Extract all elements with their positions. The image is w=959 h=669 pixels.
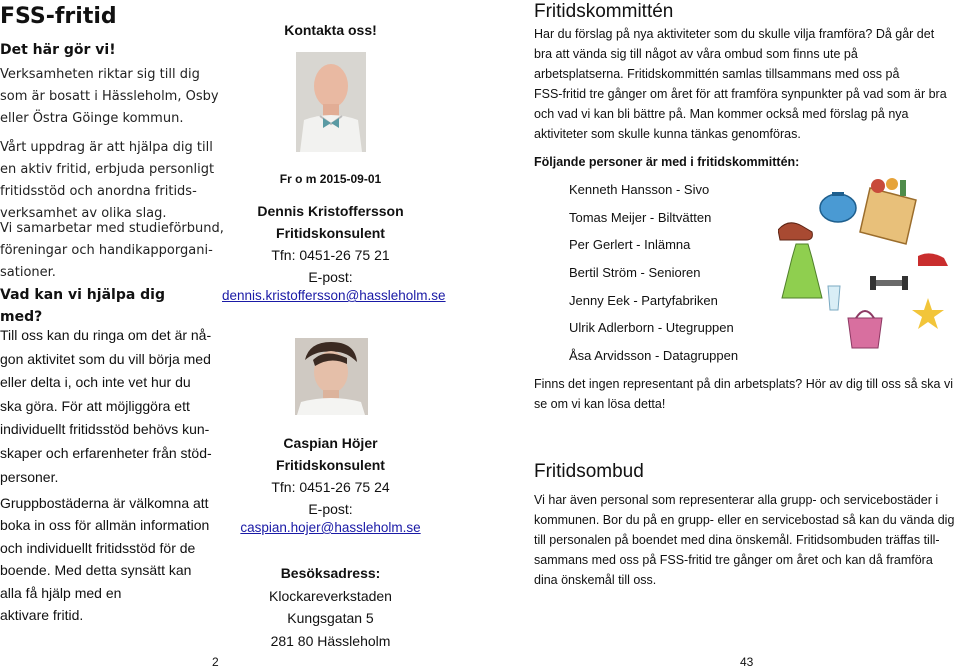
person2-role: Fritidskonsulent [276,457,385,473]
list-item: Per Gerlert - Inlämna [569,237,691,253]
person1-phone: Tfn: 0451-26 75 21 [271,247,390,263]
representant-paragraph: Finns det ingen representant på din arbetsplats? Hör av dig till oss så ska vi se om vi kan lösa detta! [534,377,953,411]
person1-contact [222,200,439,288]
person1-email-link[interactable]: dennis.kristoffersson@hassleholm.se [222,288,446,303]
heading-det-har-gor-vi: Det här gör vi! [0,42,116,58]
heading-fritidskommitten: Fritidskommittén [534,1,674,22]
visit-heading: Besöksadress: [280,565,381,581]
list-item: Ulrik Adlerborn - Utegruppen [569,320,734,336]
heading-fritidsombud: Fritidsombud [534,461,644,482]
glass-icon [828,286,840,310]
heading-vad-kan-vi-hjalpa: Vad kan vi hjälpa dig med? [0,287,166,325]
list-item: Åsa Arvidsson - Datagruppen [569,348,739,364]
list-item: Jenny Eek - Partyfabriken [569,292,718,308]
star-icon [912,298,944,329]
page-number-right: 43 [740,655,754,669]
help-paragraph: Till oss kan du ringa om det är nå- gon aktivitet som du vill börja med eller delta i, och inte vet hur du ska göra. För att möjliggöra ett individuellt fritidsstöd behövs kun- skaper och erfarenheter från stöd- personer. [0,327,212,485]
red-shoe-icon [918,253,948,266]
shopping-bag-icon [860,178,916,244]
person1-name: Dennis Kristoffersson [257,203,404,219]
dennis-photo [296,52,366,152]
pot-icon [820,192,856,222]
person2-contact [222,432,439,520]
person1-role: Fritidskonsulent [276,225,385,241]
shoe-icon [778,223,812,240]
dumbbell-icon [870,276,908,290]
date-note: Fr o m 2015-09-01 [279,172,382,186]
visit-address: Besöksadress: Klockareverkstaden Kungsgatan 5 281 80 Hässleholm [222,562,439,652]
person2-phone: Tfn: 0451-26 75 24 [271,479,390,495]
intro-paragraph: Verksamheten riktar sig till dig som är bosatt i Hässleholm, Osby eller Östra Göinge kommun. [0,67,219,126]
page-title: FSS-fritid [0,4,117,29]
caspian-photo [295,338,368,415]
cooperation-paragraph: Vi samarbetar med studieförbund, föreningar och handikapporgani- sationer. [0,221,224,280]
list-item: Bertil Ström - Senioren [569,265,701,281]
list-item: Tomas Meijer - Biltvätten [569,209,712,225]
group-housing-paragraph: Gruppbostäderna är välkomna att boka in oss för allmän information och individuellt fritidsstöd för de boende. Med detta synsätt kan alla få hjälp med en aktivare fritid. [0,495,210,624]
person2-name: Caspian Höjer [283,435,378,451]
person2-email-label: E-post: [308,501,353,517]
person2-email-link[interactable]: caspian.hojer@hassleholm.se [240,520,421,535]
committee-paragraph: Har du förslag på nya aktiviteter som du skulle vilja framföra? Då går det bra att vända sig till något av våra ombud som finns ute på arbetsplatserna. Fritidskommittén samlas tillsammans med oss på FSS-fritid tre gånger om året för att framföra synpunkter på vad som är bra och vad vi kan bli bättre på. Man kommer också med förslag på nya aktiviteter som skulle kunna tänkas genomföras. [534,27,947,141]
members-heading: Följande personer är med i fritidskommittén: [534,155,800,169]
mission-paragraph: Vårt uppdrag är att hjälpa dig till en aktiv fritid, erbjuda personligt fritidsstöd och anordna fritids- verksamhet av olika slag. [0,140,215,221]
handbag-icon [848,311,882,348]
page-number-left: 2 [212,655,219,669]
person1-email-label: E-post: [308,269,353,285]
members-list [569,180,738,374]
list-item: Kenneth Hansson - Sivo [569,182,710,197]
ombud-paragraph: Vi har även personal som representerar alla grupp- och servicebostäder i kommunen. Bor du på en grupp- eller en servicebostad så kan du vända dig till personalen på boendet med dina önskemål. Fritidsombuden träffas till- sammans med oss på FSS-fritid tre gånger om året och kan då framföra dina önskemål till oss. [534,493,955,587]
activities-clipart [778,178,954,358]
contact-heading: Kontakta oss! [284,22,377,38]
dress-icon [782,244,822,298]
